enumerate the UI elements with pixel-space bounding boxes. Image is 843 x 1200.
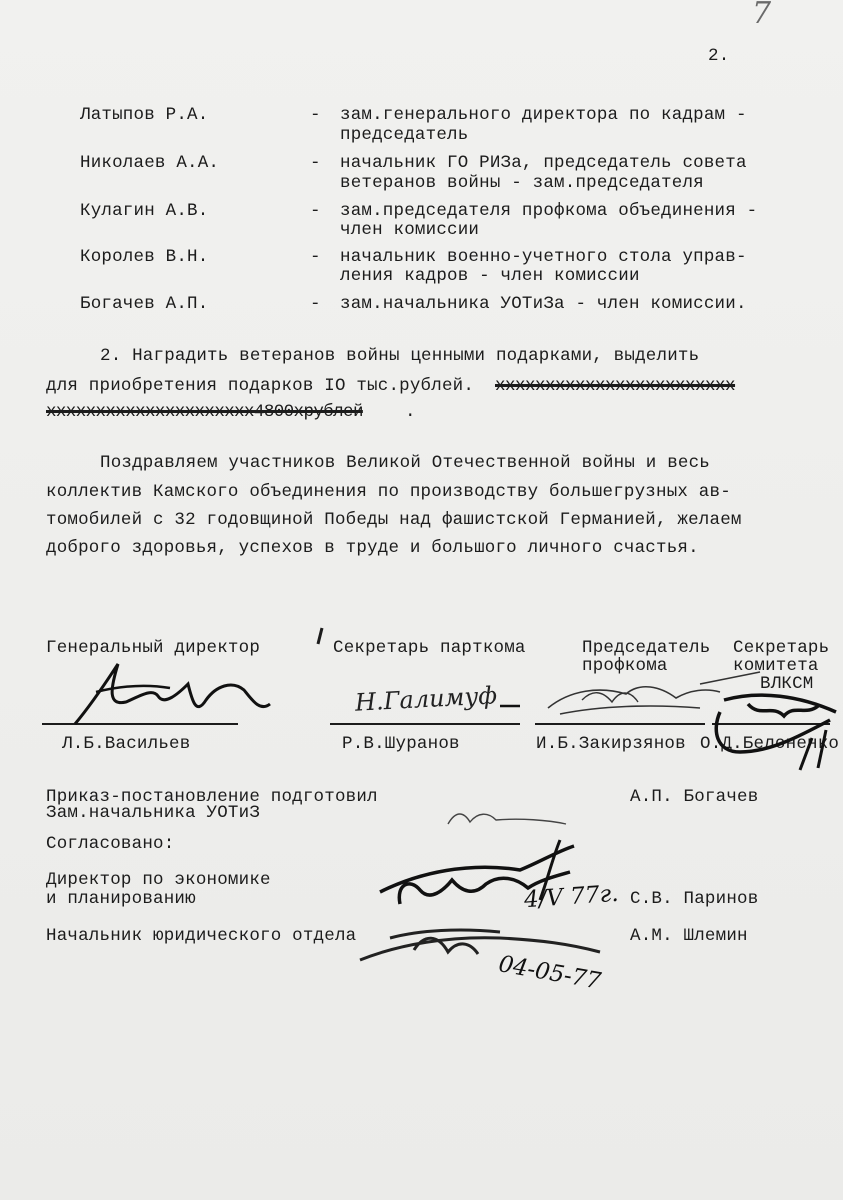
member-dash: - <box>310 105 321 125</box>
member-name: Николаев А.А. <box>80 153 220 173</box>
member-name: Кулагин А.В. <box>80 201 209 221</box>
signatory-title: ВЛКСМ <box>760 674 814 694</box>
struck-text: хххххххххххххххххххххххх <box>495 376 736 396</box>
signatory-title: Генеральный директор <box>46 638 261 658</box>
greeting-line: томобилей с 32 годовщиной Победы над фашистской Германией, желаем <box>46 510 742 530</box>
approval-title: Директор по экономике <box>46 870 271 890</box>
handwritten-note: Н.Галимуф <box>354 681 498 717</box>
prepared-by-name: А.П. Богачев <box>630 787 759 807</box>
member-role-line: начальник военно-учетного стола управ- <box>340 247 747 267</box>
member-role-line: зам.генерального директора по кадрам - <box>340 105 747 125</box>
member-dash: - <box>310 153 321 173</box>
member-name: Богачев А.П. <box>80 294 209 314</box>
member-role-line: начальник ГО РИЗа, председатель совета <box>340 153 747 173</box>
member-dash: - <box>310 247 321 267</box>
prepared-by-line-2: Зам.начальника УОТиЗ <box>46 803 261 823</box>
approval-date: 4/V 77г. <box>523 880 620 914</box>
paragraph-2-line-1: 2. Наградить ветеранов войны ценными подарками, выделить <box>100 346 700 366</box>
paragraph-2-line-2: для приобретения подарков IO тыс.рублей. <box>46 376 475 396</box>
signatory-name: И.Б.Закирзянов <box>536 734 686 754</box>
greeting-line: доброго здоровья, успехов в труде и большого личного счастья. <box>46 538 699 558</box>
struck-text: ххххххххххххххххххххх4800хрублей <box>46 402 363 422</box>
member-name: Латыпов Р.А. <box>80 105 209 125</box>
signatory-title: Секретарь парткома <box>333 638 526 658</box>
approval-name: С.В. Паринов <box>630 889 759 909</box>
signatory-title: профкома <box>582 656 668 676</box>
corner-page-mark: 7 <box>752 0 772 31</box>
greeting-line: коллектив Камского объединения по производству большегрузных ав- <box>46 482 731 502</box>
agreed-label: Согласовано: <box>46 834 175 854</box>
prepared-by-line-1: Приказ-постановление подготовил <box>46 787 378 807</box>
signatory-title: Секретарь <box>733 638 830 658</box>
page-number: 2. <box>708 46 730 66</box>
paragraph-2-end: . <box>405 402 416 422</box>
greeting-line: Поздравляем участников Великой Отечественной войны и весь <box>100 453 710 473</box>
approval-title: Начальник юридического отдела <box>46 926 357 946</box>
member-role-line: ления кадров - член комиссии <box>340 266 640 286</box>
signatory-title: комитета <box>733 656 819 676</box>
signatory-title: Председатель <box>582 638 711 658</box>
approval-name: А.М. Шлемин <box>630 926 748 946</box>
member-name: Королев В.Н. <box>80 247 209 267</box>
signatory-name: Р.В.Шуранов <box>342 734 460 754</box>
signatory-name: Л.Б.Васильев <box>62 734 191 754</box>
approval-date: 04-05-77 <box>496 951 603 995</box>
signatory-name: О.Д.Белоненко <box>700 734 840 754</box>
member-role-line: председатель <box>340 125 469 145</box>
member-role-line: зам.председателя профкома объединения - <box>340 201 758 221</box>
member-role-line: ветеранов войны - зам.председателя <box>340 173 704 193</box>
member-role-line: зам.начальника УОТиЗа - член комиссии. <box>340 294 747 314</box>
member-dash: - <box>310 294 321 314</box>
member-dash: - <box>310 201 321 221</box>
member-role-line: член комиссии <box>340 220 480 240</box>
approval-title: и планированию <box>46 889 196 909</box>
